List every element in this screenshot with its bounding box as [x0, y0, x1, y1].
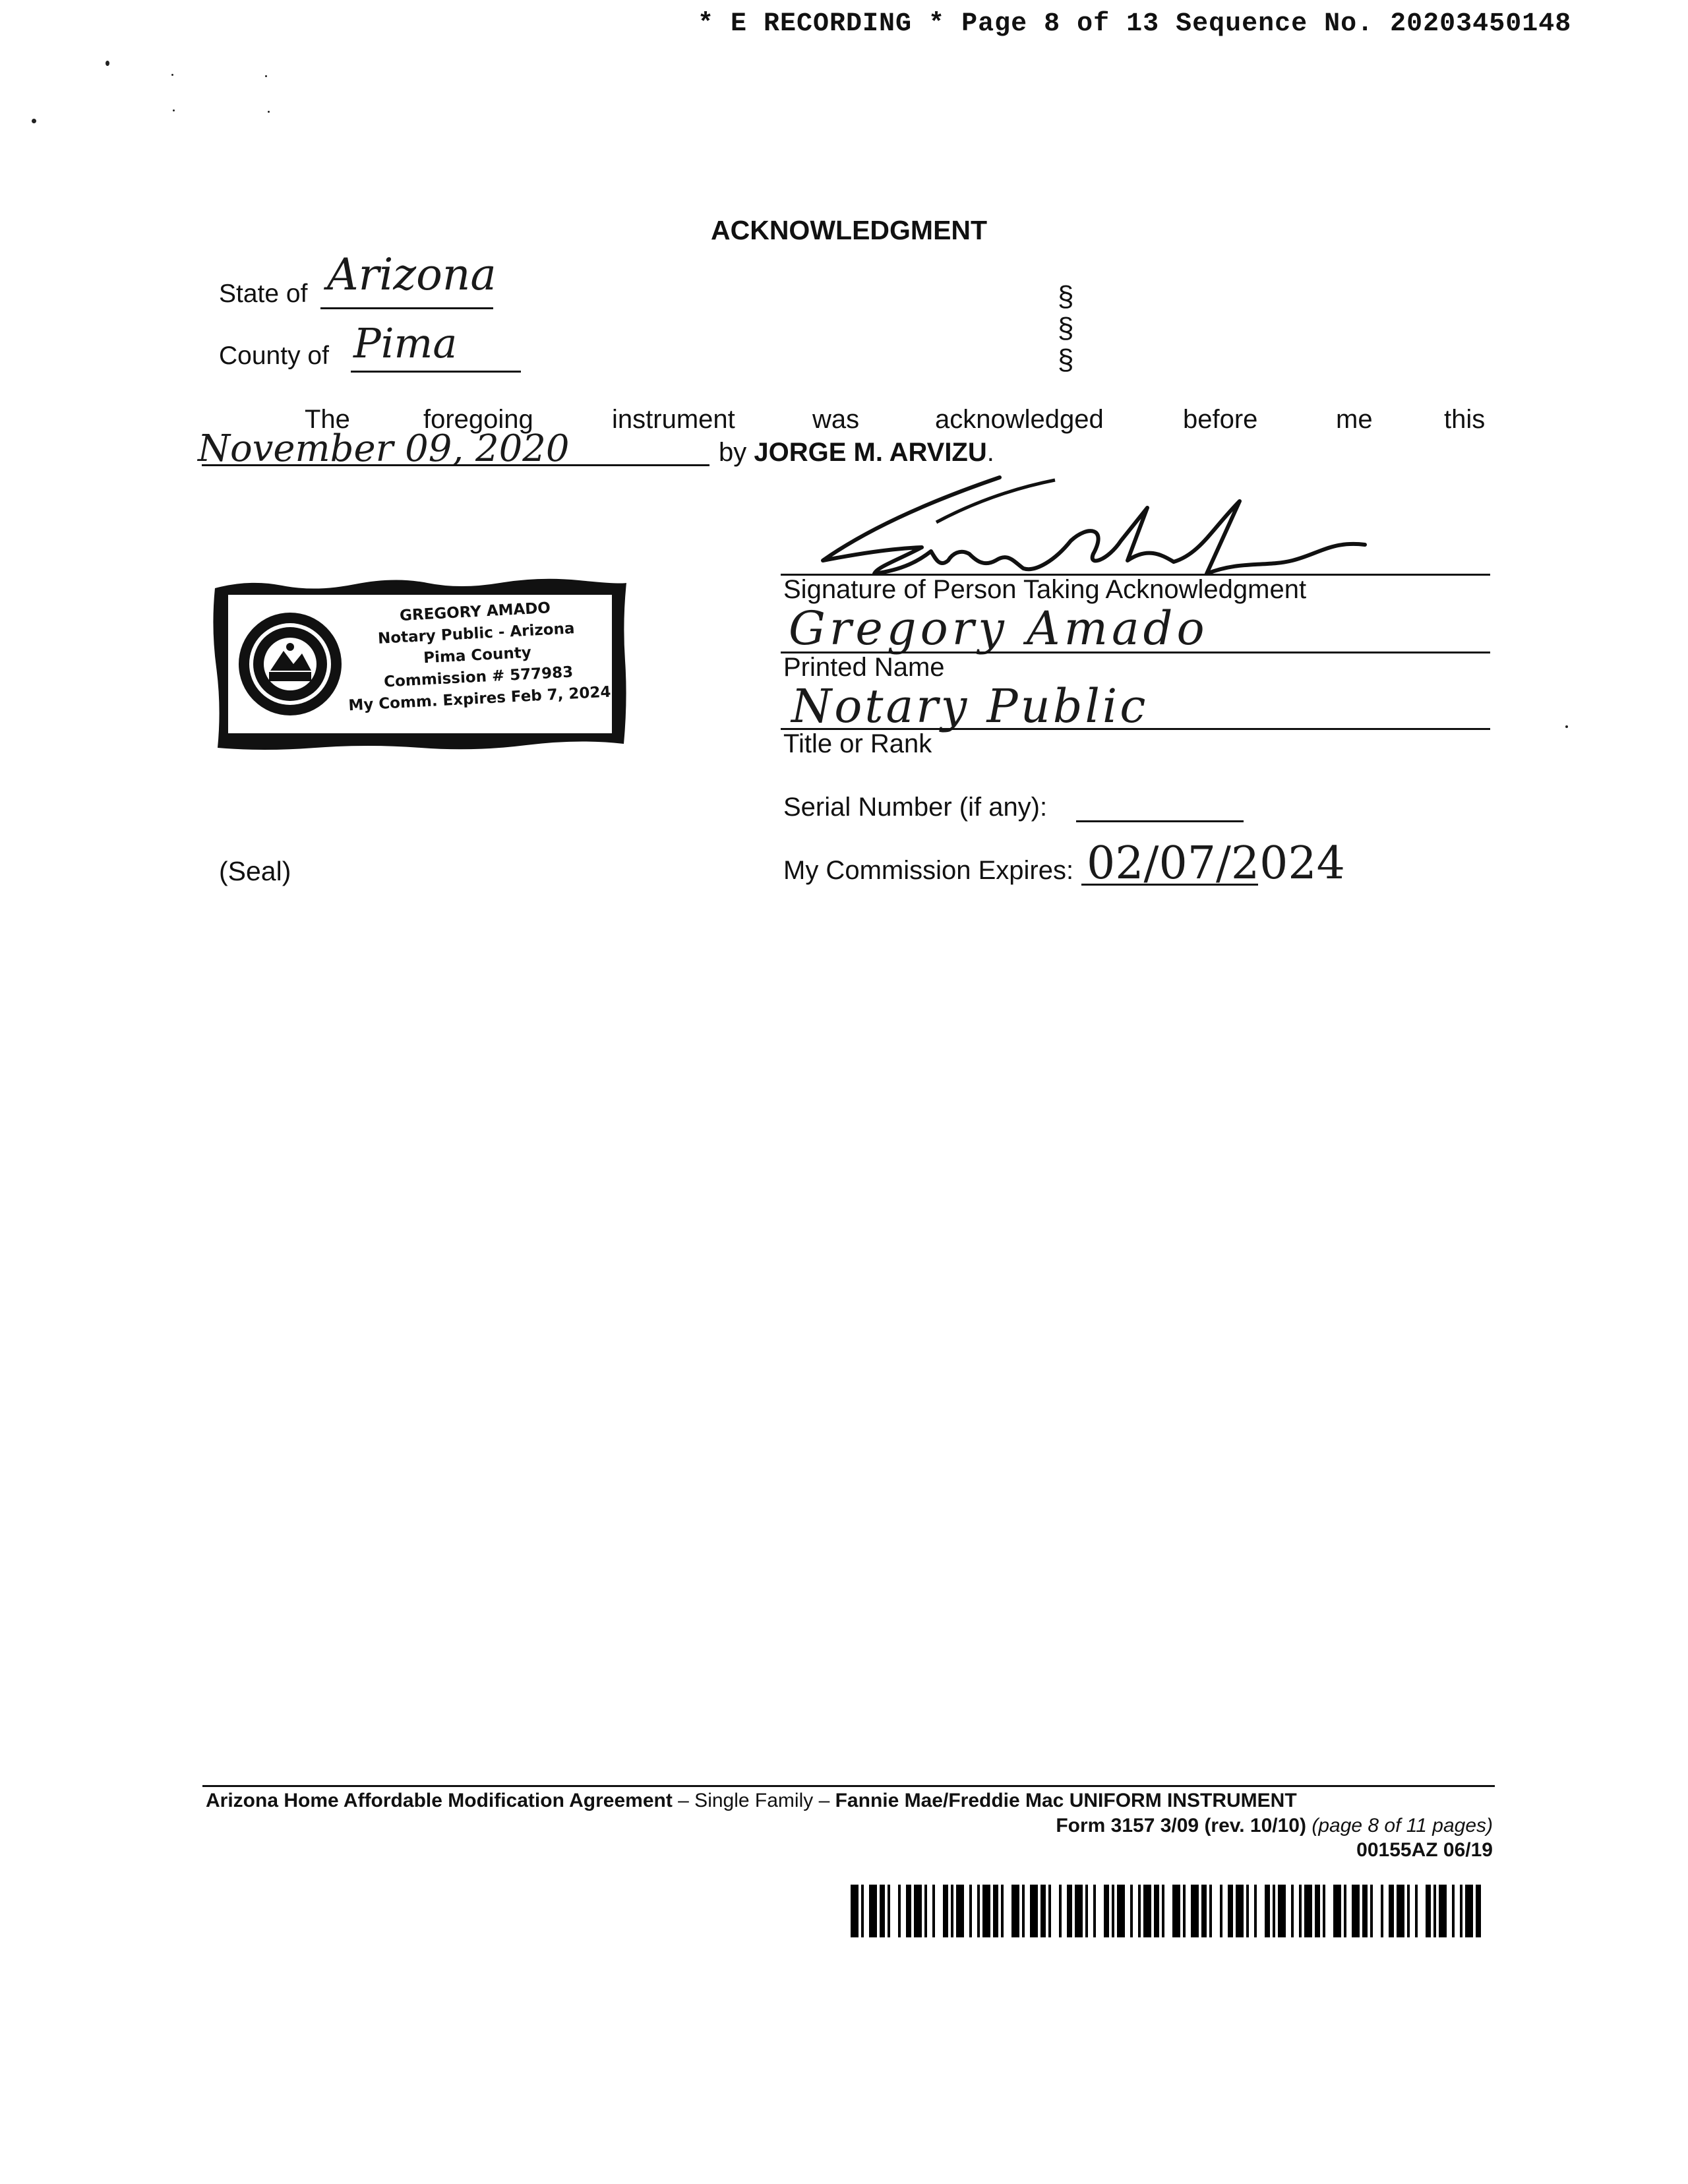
- recording-header: * E RECORDING * Page 8 of 13 Sequence No. 20203450148: [698, 9, 1572, 39]
- barcode-bar: [1201, 1885, 1207, 1937]
- printed-name-handwritten: Gregory Amado: [789, 601, 1209, 655]
- document-title: ACKNOWLEDGMENT: [711, 215, 988, 245]
- county-underline: [351, 371, 521, 373]
- ack-word: The: [305, 405, 350, 434]
- barcode-bar: [1030, 1885, 1038, 1937]
- barcode-bar: [1476, 1885, 1481, 1937]
- scan-speck: [32, 119, 36, 123]
- section-sign: §: [1058, 280, 1074, 313]
- barcode-bar: [1220, 1885, 1222, 1937]
- section-sign: §: [1058, 312, 1074, 344]
- title-caption: Title or Rank: [783, 729, 932, 758]
- barcode-bar: [1273, 1885, 1275, 1937]
- barcode-bar: [1254, 1885, 1257, 1937]
- section-sign: §: [1058, 344, 1074, 376]
- ack-word: me: [1336, 405, 1373, 434]
- barcode-bar: [1344, 1885, 1346, 1937]
- barcode-bar: [932, 1885, 935, 1937]
- scan-speck: [173, 109, 175, 111]
- commission-expires-handwritten: 02/07/2024: [1087, 837, 1345, 890]
- barcode-bar: [1191, 1885, 1199, 1937]
- barcode-bar: [880, 1885, 885, 1937]
- state-seal-icon: [239, 613, 342, 715]
- barcode-bar: [1323, 1885, 1325, 1937]
- barcode-bar: [1315, 1885, 1320, 1937]
- footer-rule: [202, 1785, 1495, 1787]
- state-underline: [320, 307, 493, 309]
- serial-number-line: [1076, 820, 1244, 822]
- barcode: [851, 1885, 1490, 1937]
- barcode-bar: [1304, 1885, 1312, 1937]
- barcode-bar: [1407, 1885, 1410, 1937]
- barcode-bar: [1059, 1885, 1062, 1937]
- barcode-bar: [898, 1885, 901, 1937]
- barcode-bar: [914, 1885, 922, 1937]
- state-label: State of: [219, 280, 308, 308]
- county-handwritten: Pima: [353, 319, 458, 367]
- barcode-bar: [956, 1885, 964, 1937]
- scan-speck: [171, 74, 173, 76]
- ack-word: acknowledged: [935, 405, 1104, 434]
- barcode-bar: [1011, 1885, 1019, 1937]
- barcode-bar: [1183, 1885, 1186, 1937]
- barcode-bar: [1085, 1885, 1088, 1937]
- footer-uniform-instrument: Fannie Mae/Freddie Mac UNIFORM INSTRUMENT: [835, 1790, 1297, 1811]
- barcode-bar: [1415, 1885, 1418, 1937]
- stamp-county: Pima County: [423, 644, 532, 667]
- notary-stamp: [210, 575, 632, 752]
- barcode-bar: [951, 1885, 953, 1937]
- signature-caption: Signature of Person Taking Acknowledgment: [783, 575, 1307, 604]
- barcode-bar: [1362, 1885, 1368, 1937]
- barcode-bar: [1001, 1885, 1004, 1937]
- barcode-bar: [1236, 1885, 1244, 1937]
- barcode-bar: [1022, 1885, 1025, 1937]
- scan-speck: [268, 111, 270, 113]
- signer-name: JORGE M. ARVIZU: [754, 438, 987, 467]
- barcode-bar: [1075, 1885, 1083, 1937]
- barcode-bar: [1370, 1885, 1373, 1937]
- barcode-bar: [1130, 1885, 1133, 1937]
- barcode-bar: [888, 1885, 890, 1937]
- seal-label: (Seal): [219, 856, 291, 886]
- barcode-bar: [1433, 1885, 1436, 1937]
- barcode-bar: [982, 1885, 990, 1937]
- barcode-bar: [1172, 1885, 1180, 1937]
- barcode-bar: [1278, 1885, 1286, 1937]
- barcode-bar: [1333, 1885, 1341, 1937]
- barcode-bar: [1299, 1885, 1302, 1937]
- ack-date-underline: [202, 464, 709, 466]
- stamp-expiration: My Comm. Expires Feb 7, 2024: [347, 683, 612, 715]
- ack-word: before: [1183, 405, 1258, 434]
- barcode-bar: [1397, 1885, 1404, 1937]
- barcode-bar: [1154, 1885, 1159, 1937]
- footer-family-type: – Single Family –: [672, 1790, 835, 1811]
- barcode-bar: [851, 1885, 859, 1937]
- barcode-bar: [1246, 1885, 1249, 1937]
- state-handwritten: Arizona: [327, 249, 497, 300]
- commission-expires-line: [1081, 884, 1258, 886]
- ack-word: foregoing: [423, 405, 533, 434]
- commission-expires-label: My Commission Expires:: [783, 856, 1074, 885]
- ack-word: instrument: [612, 405, 735, 434]
- stamp-name: GREGORY AMADO: [399, 599, 551, 625]
- serial-number-label: Serial Number (if any):: [783, 793, 1048, 822]
- scan-speck: [265, 75, 267, 77]
- footer-agreement-name: Arizona Home Affordable Modification Agreement: [206, 1790, 673, 1811]
- barcode-bar: [1067, 1885, 1072, 1937]
- barcode-bar: [1465, 1885, 1473, 1937]
- notary-stamp-text: [336, 594, 618, 717]
- barcode-bar: [924, 1885, 927, 1937]
- barcode-bar: [1112, 1885, 1114, 1937]
- barcode-bar: [1439, 1885, 1447, 1937]
- barcode-bar: [993, 1885, 998, 1937]
- barcode-bar: [969, 1885, 972, 1937]
- footer-form-code: 00155AZ 06/19: [1356, 1839, 1493, 1861]
- footer-instrument-line: [206, 1790, 1297, 1812]
- barcode-bar: [1143, 1885, 1151, 1937]
- footer-form-number: Form 3157 3/09 (rev. 10/10): [1056, 1815, 1306, 1836]
- barcode-bar: [1265, 1885, 1270, 1937]
- barcode-bar: [1093, 1885, 1096, 1937]
- barcode-bar: [906, 1885, 911, 1937]
- barcode-bar: [1452, 1885, 1455, 1937]
- ack-word: was: [812, 405, 860, 434]
- barcode-bar: [1209, 1885, 1212, 1937]
- barcode-bar: [1048, 1885, 1051, 1937]
- barcode-bar: [1104, 1885, 1109, 1937]
- barcode-bar: [1117, 1885, 1125, 1937]
- ack-word: this: [1444, 405, 1486, 434]
- barcode-bar: [1389, 1885, 1394, 1937]
- barcode-bar: [1460, 1885, 1462, 1937]
- stamp-commission: Commission # 577983: [383, 663, 574, 691]
- title-handwritten: Notary Public: [791, 679, 1149, 733]
- ack-date-handwritten: November 09, 2020: [198, 427, 570, 470]
- county-label: County of: [219, 342, 329, 370]
- barcode-bar: [977, 1885, 980, 1937]
- footer-form-line: [1056, 1815, 1493, 1837]
- barcode-bar: [1138, 1885, 1141, 1937]
- printed-name-caption: Printed Name: [783, 653, 945, 682]
- barcode-bar: [943, 1885, 948, 1937]
- scan-speck: [106, 61, 109, 66]
- footer-page-note: (page 8 of 11 pages): [1311, 1815, 1493, 1836]
- barcode-bar: [1381, 1885, 1383, 1937]
- stamp-title: Notary Public - Arizona: [377, 620, 576, 648]
- scan-speck: [1565, 725, 1568, 728]
- barcode-bar: [861, 1885, 864, 1937]
- barcode-bar: [869, 1885, 877, 1937]
- barcode-bar: [1291, 1885, 1294, 1937]
- barcode-bar: [1162, 1885, 1164, 1937]
- by-suffix: .: [986, 438, 994, 467]
- barcode-bar: [1040, 1885, 1046, 1937]
- by-prefix: by: [719, 438, 747, 467]
- barcode-bar: [1228, 1885, 1233, 1937]
- barcode-bar: [1426, 1885, 1431, 1937]
- barcode-bar: [1352, 1885, 1360, 1937]
